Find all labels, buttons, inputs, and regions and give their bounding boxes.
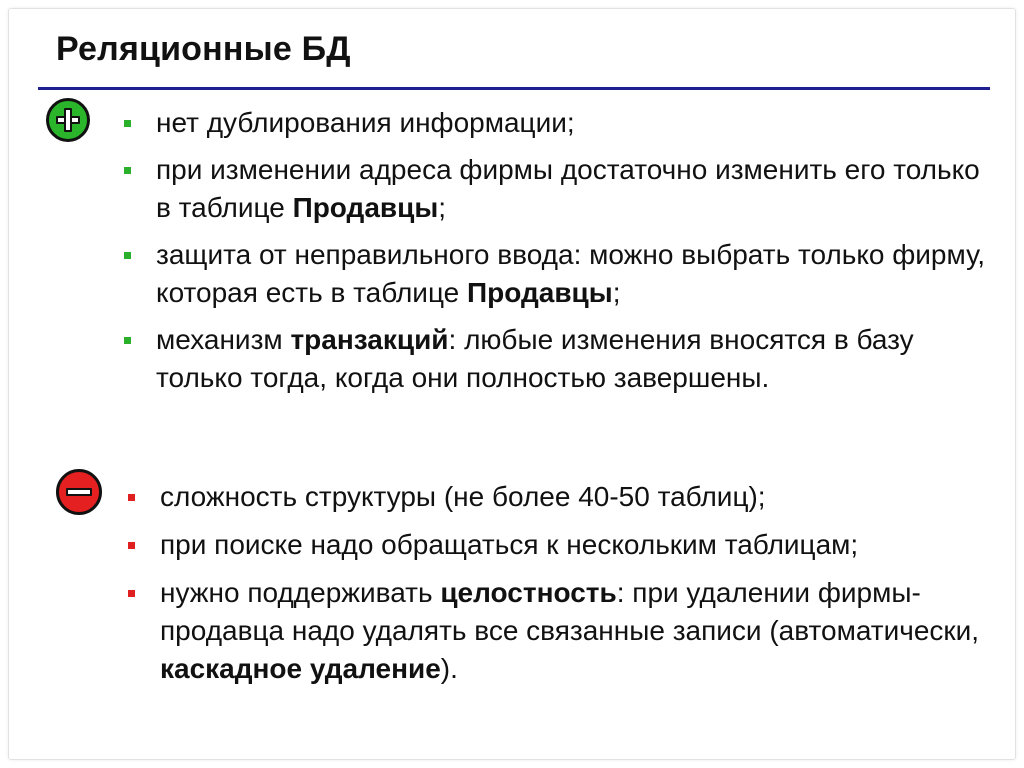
item-text: при поиске надо обращаться к нескольким таблицам; (160, 529, 859, 560)
pros-item (122, 236, 1002, 312)
pros-item (122, 321, 1002, 397)
pros-item (122, 104, 1002, 142)
item-text: при изменении адреса фирмы достаточно изменить его только в таблице (156, 154, 980, 223)
item-text: : при удалении фирмы-продавца надо удалять все связанные записи (автоматически, (160, 577, 980, 646)
square-bullet-icon (128, 494, 135, 501)
item-text: ). (440, 653, 458, 684)
bold-term: Продавцы (467, 277, 613, 308)
pros-list (122, 104, 1002, 406)
item-text: сложность структуры (не более 40-50 таблиц); (160, 481, 766, 512)
bold-term: целостность (440, 577, 617, 608)
pros-item (122, 151, 1002, 227)
bold-term: Продавцы (292, 192, 439, 223)
square-bullet-icon (124, 120, 131, 127)
cons-item (126, 574, 1006, 688)
item-text: механизм (156, 324, 291, 355)
slide-title: Реляционные БД (56, 30, 351, 68)
bold-term: транзакций (290, 324, 449, 355)
item-text: ; (612, 277, 621, 308)
cons-item (126, 526, 1006, 564)
square-bullet-icon (124, 252, 131, 259)
plus-circle-icon (46, 98, 90, 142)
cons-item (126, 478, 1006, 516)
square-bullet-icon (124, 337, 131, 344)
square-bullet-icon (124, 167, 131, 174)
cons-list (126, 478, 1006, 698)
item-text: нужно поддерживать (160, 577, 441, 608)
item-text: ; (438, 192, 447, 223)
item-text: нет дублирования информации; (156, 107, 575, 138)
item-text: : любые изменения вносятся в базу только тогда, когда они полностью завершены. (156, 324, 914, 393)
square-bullet-icon (128, 590, 135, 597)
item-text: защита от неправильного ввода: можно выбрать только фирму, которая есть в таблице (156, 239, 986, 308)
square-bullet-icon (128, 542, 135, 549)
minus-circle-icon (56, 469, 102, 515)
title-rule (38, 87, 990, 90)
bold-term: каскадное удаление (160, 653, 441, 684)
